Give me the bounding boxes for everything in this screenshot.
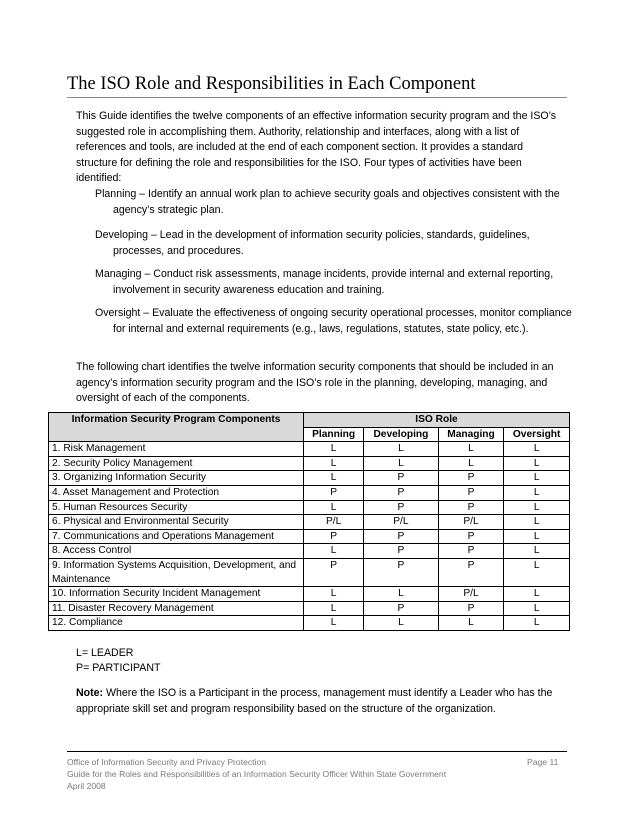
cell-oversight: L xyxy=(504,544,570,559)
role-managing: Managing – Conduct risk assessments, manage incidents, provide internal and external reporting, involvement in security awareness education and training. xyxy=(95,268,554,296)
cell-component: 4. Asset Management and Protection xyxy=(49,485,304,500)
table-row xyxy=(49,485,570,500)
cell-component: 2. Security Policy Management xyxy=(49,456,304,471)
table-row xyxy=(49,529,570,544)
cell-managing: L xyxy=(438,616,504,631)
cell-oversight: L xyxy=(504,616,570,631)
cell-developing: L xyxy=(364,456,439,471)
intro-paragraph: This Guide identifies the twelve components of an effective information security program and the ISO’s suggested role in accomplishing them. Authority, relationship and interfaces, along with a list of references and tools, are included at the end of each component section. It provides a standard structure for defining the role and responsibilities for the ISO. Four types of activities have been identified: xyxy=(76,110,557,185)
table-row xyxy=(49,456,570,471)
cell-developing: P xyxy=(364,500,439,515)
cell-planning: L xyxy=(304,544,364,559)
table-body xyxy=(49,442,570,631)
cell-component: 12. Compliance xyxy=(49,616,304,631)
table-row xyxy=(49,515,570,530)
cell-managing: P/L xyxy=(438,587,504,602)
cell-component: 5. Human Resources Security xyxy=(49,500,304,515)
cell-oversight: L xyxy=(504,456,570,471)
cell-component: 3. Organizing Information Security xyxy=(49,471,304,486)
cell-oversight: L xyxy=(504,558,570,586)
cell-developing: P xyxy=(364,558,439,586)
table-row xyxy=(49,616,570,631)
cell-planning: P/L xyxy=(304,515,364,530)
table-row xyxy=(49,544,570,559)
cell-component: 1. Risk Management xyxy=(49,442,304,457)
page-title: The ISO Role and Responsibilities in Each Component xyxy=(67,74,567,98)
cell-planning: L xyxy=(304,616,364,631)
cell-component: 11. Disaster Recovery Management xyxy=(49,601,304,616)
cell-planning: P xyxy=(304,529,364,544)
cell-developing: P xyxy=(364,529,439,544)
iso-role-table xyxy=(48,412,570,631)
table-row xyxy=(49,601,570,616)
note-label: Note: xyxy=(76,687,104,699)
legend-participant: P= PARTICIPANT xyxy=(76,662,161,674)
cell-managing: P xyxy=(438,601,504,616)
table-row xyxy=(49,558,570,586)
note-text: Where the ISO is a Participant in the process, management must identify a Leader who has the appropriate skill set and program responsibility based on the structure of the organization. xyxy=(76,687,553,715)
footer-guide-title: Guide for the Roles and Responsibilities of an Information Security Officer Within State Government xyxy=(67,769,447,779)
cell-planning: L xyxy=(304,587,364,602)
cell-developing: L xyxy=(364,442,439,457)
cell-managing: P xyxy=(438,471,504,486)
cell-component: 7. Communications and Operations Management xyxy=(49,529,304,544)
cell-managing: P xyxy=(438,529,504,544)
cell-oversight: L xyxy=(504,515,570,530)
cell-developing: L xyxy=(364,616,439,631)
header-components: Information Security Program Components xyxy=(49,413,304,442)
cell-managing: P xyxy=(438,500,504,515)
cell-developing: P xyxy=(364,544,439,559)
cell-developing: P/L xyxy=(364,515,439,530)
subheader-developing: Developing xyxy=(364,427,439,442)
subheader-oversight: Oversight xyxy=(504,427,570,442)
cell-planning: P xyxy=(304,558,364,586)
table-row xyxy=(49,442,570,457)
cell-managing: L xyxy=(438,442,504,457)
cell-managing: P/L xyxy=(438,515,504,530)
cell-managing: L xyxy=(438,456,504,471)
cell-developing: P xyxy=(364,485,439,500)
cell-component: 9. Information Systems Acquisition, Development, and Maintenance xyxy=(49,558,304,586)
cell-planning: L xyxy=(304,500,364,515)
cell-oversight: L xyxy=(504,529,570,544)
cell-developing: P xyxy=(364,601,439,616)
cell-developing: P xyxy=(364,471,439,486)
subheader-planning: Planning xyxy=(304,427,364,442)
footer-date: April 2008 xyxy=(67,781,106,791)
footer-divider xyxy=(67,751,567,752)
cell-planning: L xyxy=(304,471,364,486)
cell-managing: P xyxy=(438,485,504,500)
table-row xyxy=(49,471,570,486)
cell-oversight: L xyxy=(504,601,570,616)
table-row xyxy=(49,500,570,515)
legend-leader: L= LEADER xyxy=(76,647,134,659)
cell-oversight: L xyxy=(504,485,570,500)
cell-oversight: L xyxy=(504,500,570,515)
cell-planning: L xyxy=(304,442,364,457)
chart-intro-paragraph: The following chart identifies the twelve information security components that should be included in an agency’s information security program and the ISO’s role in the planning, developing, managing, and oversight of each of the components. xyxy=(76,361,554,405)
cell-oversight: L xyxy=(504,587,570,602)
role-planning: Planning – Identify an annual work plan to achieve security goals and objectives consistent with the agency’s strategic plan. xyxy=(95,188,560,216)
cell-managing: P xyxy=(438,558,504,586)
cell-component: 10. Information Security Incident Management xyxy=(49,587,304,602)
table-header-row xyxy=(49,413,570,428)
role-developing: Developing – Lead in the development of information security policies, standards, guidelines, processes, and procedures. xyxy=(95,229,530,257)
cell-oversight: L xyxy=(504,471,570,486)
footer-page-number: Page 11 xyxy=(527,757,559,767)
subheader-managing: Managing xyxy=(438,427,504,442)
cell-developing: L xyxy=(364,587,439,602)
role-oversight: Oversight – Evaluate the effectiveness of ongoing security operational processes, monitor compliance for internal and external requirements (e.g., laws, regulations, statutes, state policy, etc.). xyxy=(95,307,572,335)
cell-oversight: L xyxy=(504,442,570,457)
footer-office: Office of Information Security and Privacy Protection xyxy=(67,757,267,767)
header-iso-role: ISO Role xyxy=(304,413,570,428)
cell-planning: L xyxy=(304,456,364,471)
cell-managing: P xyxy=(438,544,504,559)
note-paragraph xyxy=(76,686,566,717)
cell-planning: P xyxy=(304,485,364,500)
cell-component: 8. Access Control xyxy=(49,544,304,559)
table-row xyxy=(49,587,570,602)
cell-component: 6. Physical and Environmental Security xyxy=(49,515,304,530)
cell-planning: L xyxy=(304,601,364,616)
